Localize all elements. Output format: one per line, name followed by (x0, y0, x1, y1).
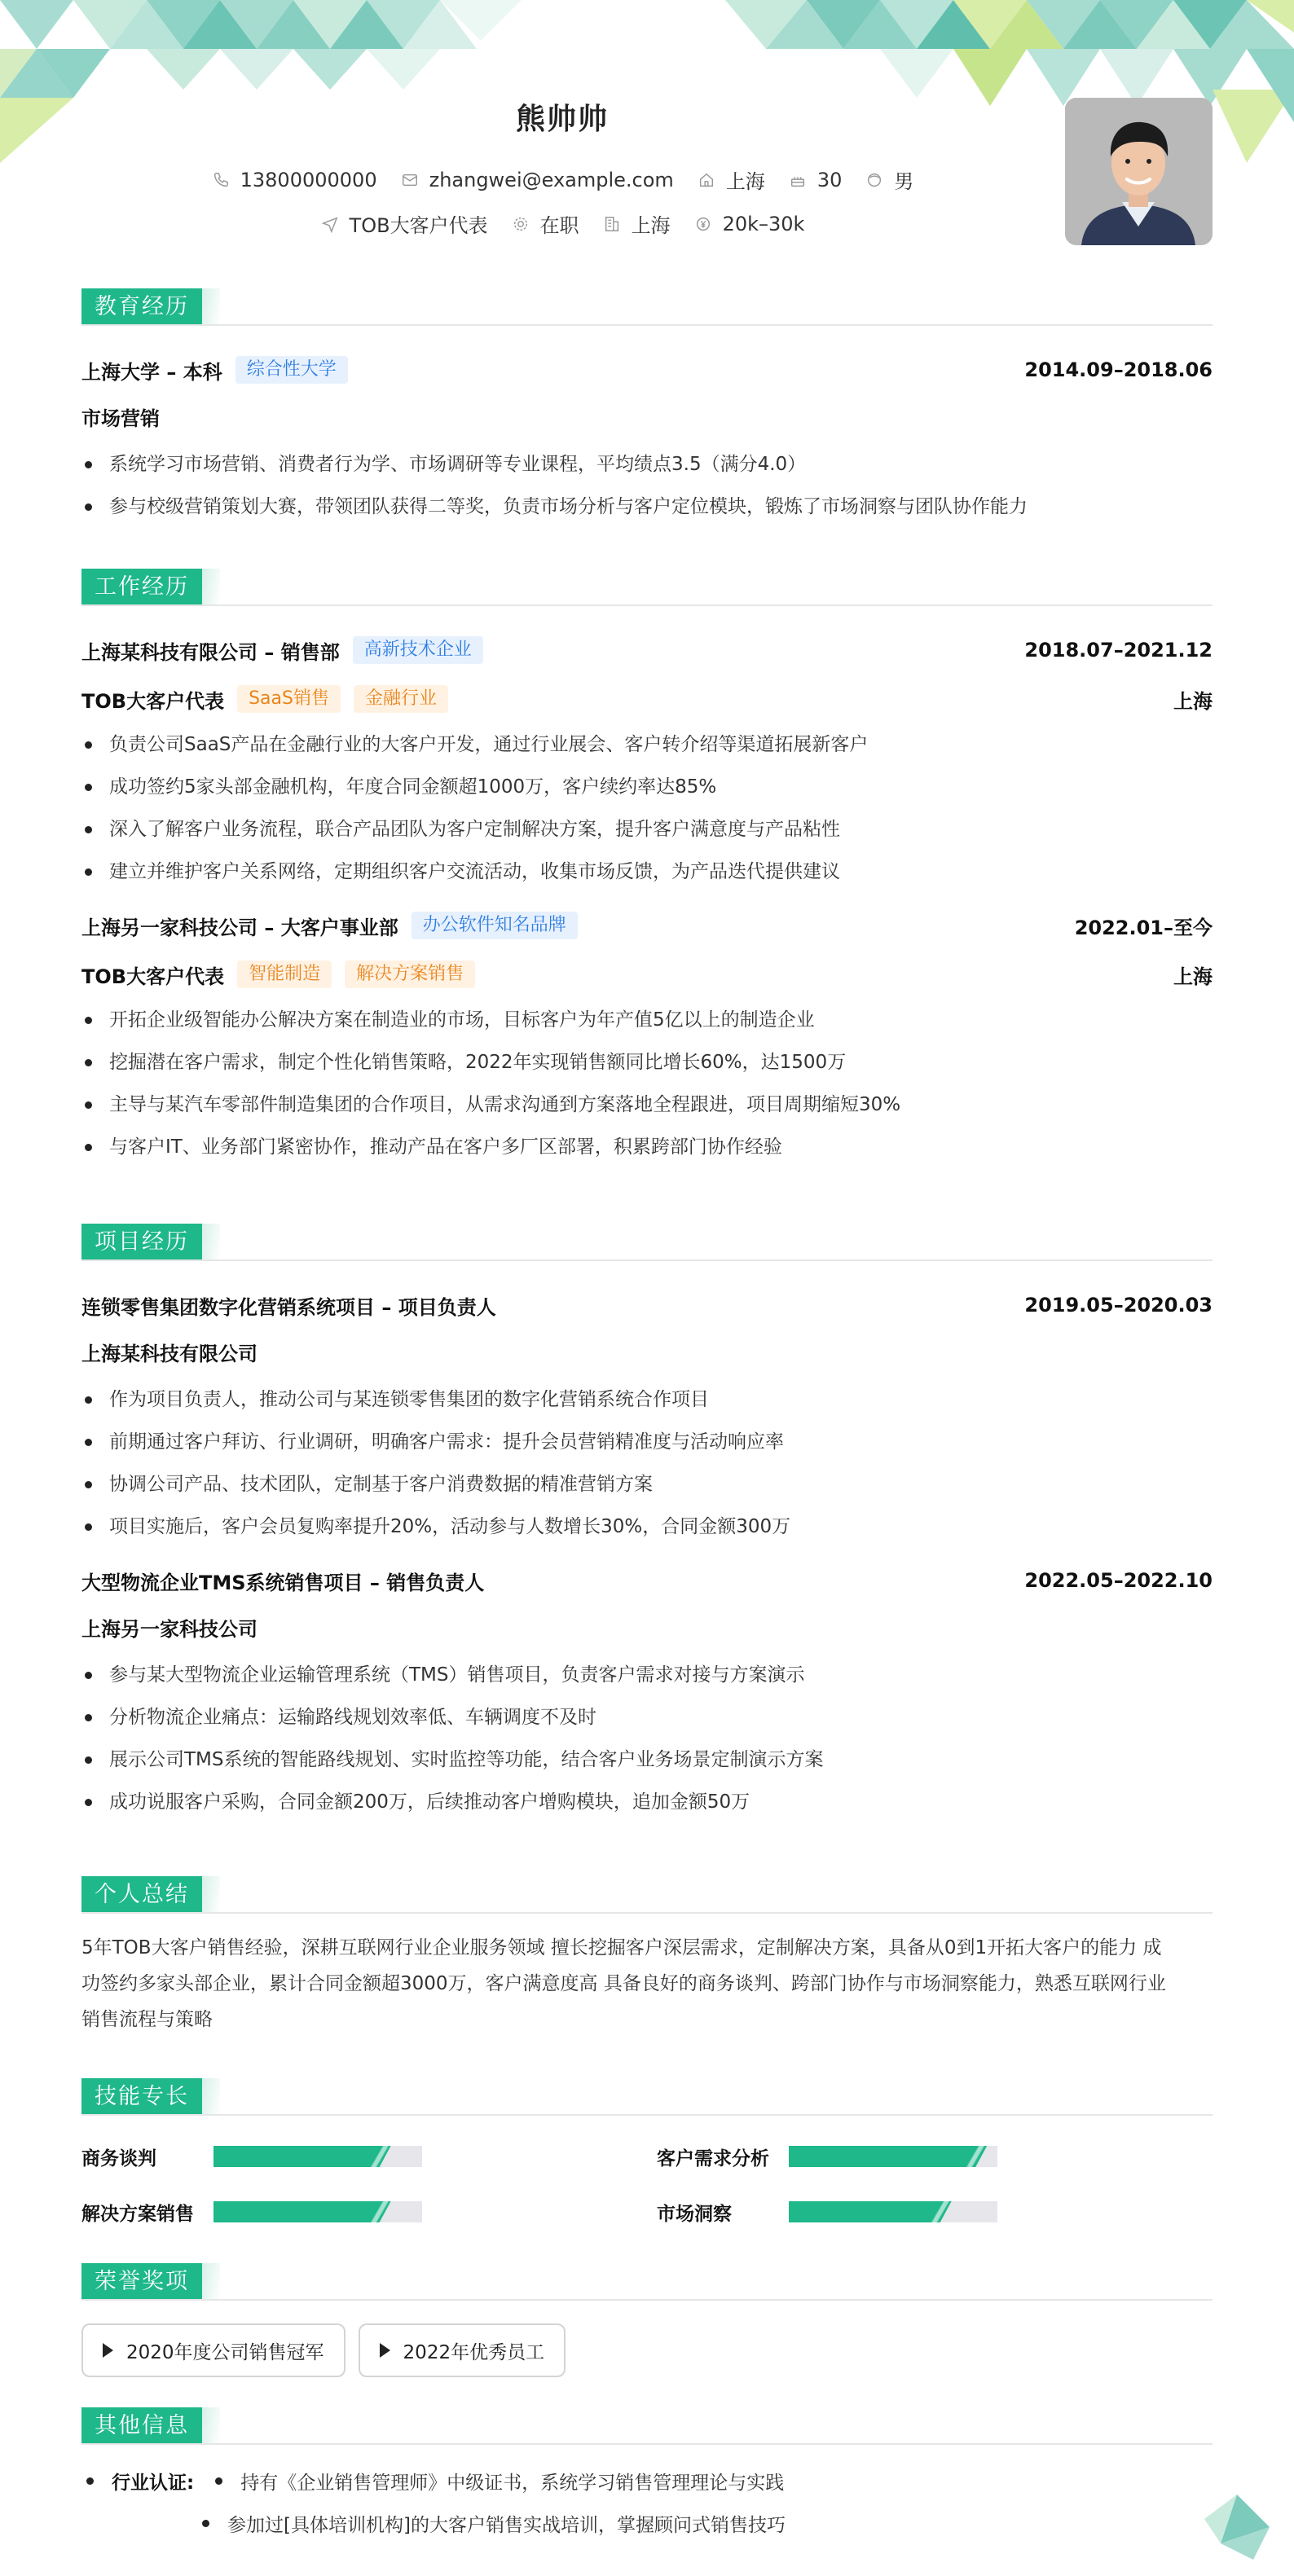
section-title-work (81, 569, 1213, 606)
section-title-other (81, 2407, 1213, 2445)
avatar (1065, 98, 1213, 245)
salary-item (693, 213, 805, 235)
section-work (81, 569, 1213, 1168)
awards-list (81, 2323, 1213, 2377)
project-company: 上海另一家科技公司 (81, 1618, 257, 1641)
summary-text (81, 1930, 1213, 2038)
list-item: 项目实施后，客户会员复购率提升20%，活动参与人数增长30%，合同金额300万 (81, 1506, 1213, 1548)
gender-value: 男 (894, 170, 914, 193)
section-title-label: 荣誉奖项 (81, 2263, 202, 2299)
list-item: 系统学习市场营销、消费者行为学、市场调研等专业课程，平均绩点3.5（满分4.0） (81, 443, 1213, 486)
school-degree: 上海大学 – 本科 (81, 360, 222, 384)
corner-decoration (1204, 2495, 1270, 2560)
list-item: 挖掘潜在客户需求，制定个性化销售策略，2022年实现销售额同比增长60%，达1500万 (81, 1041, 1213, 1084)
email-item (400, 169, 674, 191)
contact-row (81, 165, 1043, 194)
major: 市场营销 (81, 407, 160, 430)
summary-line: 销售流程与策略 (81, 2009, 213, 2030)
project-period: 2019.05–2020.03 (1024, 1294, 1213, 1317)
section-title-label: 教育经历 (81, 288, 202, 324)
list-item: 参与校级营销策划大赛，带领团队获得二等奖，负责市场分析与客户定位模块，锻炼了市场洞察与团队协作能力 (81, 486, 1213, 528)
list-item: 成功签约5家头部金融机构，年度合同金额超1000万，客户续约率达85% (81, 766, 1213, 808)
skill-bar (213, 2146, 422, 2167)
award-chip[interactable] (359, 2323, 566, 2377)
list-item: 成功说服客户采购，合同金额200万，后续推动客户增购模块，追加金额50万 (81, 1781, 1213, 1823)
home-icon (697, 170, 716, 190)
list-item: 主导与某汽车零部件制造集团的合作项目，从需求沟通到方案落地全程跟进，项目周期缩短30% (81, 1084, 1213, 1126)
section-education (81, 288, 1213, 528)
project-head (81, 1289, 1213, 1321)
section-projects (81, 1224, 1213, 1823)
job-position: TOB大客户代表 (81, 965, 225, 988)
list-item: 深入了解客户业务流程，联合产品团队为客户定制解决方案，提升客户满意度与产品粘性 (81, 808, 1213, 851)
building-icon (602, 214, 622, 234)
list-item: 与客户IT、业务部门紧密协作，推动产品在客户多厂区部署，积累跨部门协作经验 (81, 1126, 1213, 1168)
skill-bar (213, 2201, 422, 2222)
job-period: 2022.01–至今 (1074, 916, 1213, 939)
list-item: 分析物流企业痛点：运输路线规划效率低、车辆调度不及时 (81, 1696, 1213, 1739)
job-head (81, 909, 1213, 942)
section-title-label: 其他信息 (81, 2407, 202, 2443)
job-company: 上海另一家科技公司 – 大客户事业部 (81, 916, 398, 939)
project-period: 2022.05–2022.10 (1024, 1569, 1213, 1592)
phone-item (211, 169, 377, 191)
summary-line: 功签约多家头部企业，累计合同金额超3000万，客户满意度高 具备良好的商务谈判、跨部门协作与市场洞察能力，熟悉互联网行业 (81, 1973, 1166, 1994)
project-company: 上海某科技有限公司 (81, 1343, 257, 1365)
skill-name: 商务谈判 (81, 2147, 156, 2169)
education-period: 2014.09–2018.06 (1024, 358, 1213, 381)
hometown-value: 上海 (725, 170, 765, 193)
skill-bar (789, 2201, 997, 2222)
job-bullets (81, 999, 1213, 1168)
other-item: 参加过[具体培训机构]的大客户销售实战培训，掌握顾问式销售技巧 (227, 2514, 786, 2536)
gender-item (865, 165, 913, 194)
job-position-row (81, 683, 1213, 715)
project-name: 大型物流企业TMS系统销售项目 – 销售负责人 (81, 1571, 485, 1594)
company-tag: 高新技术企业 (353, 636, 483, 664)
school-tag: 综合性大学 (235, 356, 348, 384)
salary-value: 20k–30k (722, 212, 805, 235)
candidate-name: 熊帅帅 (515, 103, 609, 136)
age-item (788, 169, 843, 191)
summary-line: 5年TOB大客户销售经验，深耕互联网行业企业服务领域 擅长挖掘客户深层需求，定制解决方案，具备从0到1开拓大客户的能力 成 (81, 1937, 1162, 1958)
person-icon (865, 170, 884, 190)
job-position-row (81, 958, 1213, 991)
skill-bar (789, 2146, 997, 2167)
yuan-icon (693, 214, 713, 234)
section-title-skills (81, 2078, 1213, 2116)
age-value: 30 (816, 168, 843, 191)
email-value: zhangwei@example.com (429, 168, 674, 191)
list-item: 作为项目负责人，推动公司与某连锁零售集团的数字化营销系统合作项目 (81, 1378, 1213, 1421)
phone-value: 13800000000 (240, 168, 377, 191)
project-bullets (81, 1378, 1213, 1548)
award-label: 2022年优秀员工 (403, 2341, 545, 2363)
job-position: TOB大客户代表 (81, 689, 225, 713)
phone-icon (211, 170, 231, 190)
section-skills (81, 2078, 1213, 2238)
target-city-value: 上海 (631, 214, 671, 237)
job-city: 上海 (1173, 965, 1213, 988)
job-tag: 解决方案销售 (345, 961, 475, 988)
award-label: 2020年度公司销售冠军 (126, 2341, 324, 2363)
status-value: 在职 (539, 214, 579, 237)
list-item: 前期通过客户拜访、行业调研，明确客户需求：提升会员营销精准度与活动响应率 (81, 1421, 1213, 1463)
other-row (81, 2502, 1213, 2544)
job-bullets (81, 723, 1213, 893)
section-awards (81, 2263, 1213, 2377)
skill-name: 市场洞察 (657, 2203, 732, 2225)
job-period: 2018.07–2021.12 (1024, 639, 1213, 662)
project-head (81, 1564, 1213, 1597)
project-name: 连锁零售集团数字化营销系统项目 – 项目负责人 (81, 1295, 496, 1319)
play-icon (103, 2343, 113, 2358)
job-city: 上海 (1173, 689, 1213, 713)
list-item: 开拓企业级智能办公解决方案在制造业的市场，目标客户为年产值5亿以上的制造企业 (81, 999, 1213, 1041)
gear-icon (511, 214, 530, 234)
skill-item (81, 2196, 422, 2228)
list-item: 建立并维护客户关系网络，定期组织客户交流活动，收集市场反馈，为产品迭代提供建议 (81, 851, 1213, 893)
section-title-projects (81, 1224, 1213, 1261)
target-position-value: TOB大客户代表 (349, 214, 488, 237)
section-title-label: 个人总结 (81, 1876, 202, 1912)
award-chip[interactable] (81, 2323, 346, 2377)
section-title-label: 技能专长 (81, 2078, 202, 2114)
job-head (81, 634, 1213, 666)
education-bullets (81, 443, 1213, 528)
section-title-summary (81, 1876, 1213, 1914)
target-position-item (320, 209, 488, 238)
cake-icon (788, 170, 808, 190)
job-tag: SaaS销售 (237, 685, 341, 713)
skill-name: 解决方案销售 (81, 2203, 194, 2225)
skill-item (657, 2140, 997, 2173)
job-company: 上海某科技有限公司 – 销售部 (81, 640, 340, 664)
hometown-item (697, 165, 765, 194)
skills-grid (81, 2116, 1213, 2238)
other-row (81, 2460, 1213, 2502)
company-tag: 办公软件知名品牌 (412, 912, 578, 939)
list-item: 协调公司产品、技术团队，定制基于客户消费数据的精准营销方案 (81, 1463, 1213, 1506)
section-title-education (81, 288, 1213, 326)
section-title-label: 项目经历 (81, 1224, 202, 1259)
project-bullets (81, 1654, 1213, 1823)
skill-item (81, 2140, 422, 2173)
job-tag: 智能制造 (237, 961, 332, 988)
section-summary (81, 1876, 1213, 2038)
job-intent-row (81, 209, 1043, 238)
list-item: 展示公司TMS系统的智能路线规划、实时监控等功能，结合客户业务场景定制演示方案 (81, 1739, 1213, 1781)
other-item: 持有《企业销售管理师》中级证书，系统学习销售管理理论与实践 (240, 2472, 785, 2494)
section-other (81, 2407, 1213, 2544)
job-tag: 金融行业 (354, 685, 448, 713)
education-entry-head (81, 354, 1213, 386)
list-item: 参与某大型物流企业运输管理系统（TMS）销售项目，负责客户需求对接与方案演示 (81, 1654, 1213, 1696)
send-icon (320, 214, 340, 234)
other-key: 行业认证: (112, 2472, 195, 2494)
status-item (511, 209, 579, 238)
skill-name: 客户需求分析 (657, 2147, 769, 2169)
play-icon (380, 2343, 390, 2358)
section-title-label: 工作经历 (81, 569, 202, 604)
list-item: 负责公司SaaS产品在金融行业的大客户开发，通过行业展会、客户转介绍等渠道拓展新客户 (81, 723, 1213, 766)
section-title-awards (81, 2263, 1213, 2301)
target-city-item (602, 209, 671, 238)
skill-item (657, 2196, 997, 2228)
mail-icon (400, 170, 420, 190)
